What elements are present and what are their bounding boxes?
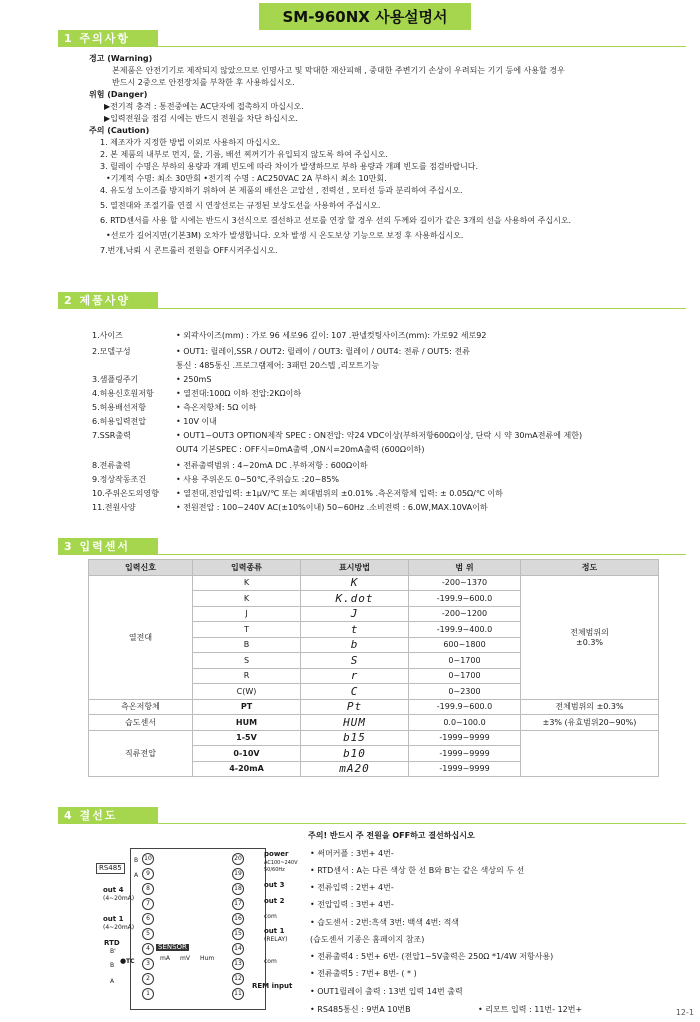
type-cell: 0-10V <box>193 746 301 762</box>
range-cell: -200~1370 <box>409 575 521 591</box>
terminal: 16 <box>232 913 244 925</box>
display-cell: S <box>301 653 409 669</box>
range-cell: 0~2300 <box>409 684 521 700</box>
caution-item: 5. 열전대와 조절기를 연결 시 연장선로는 규정된 보상도선을 사용하여 주십시오. <box>100 201 381 210</box>
tc-label: TC <box>126 958 135 965</box>
wiring-item: • 전류입력 : 2번+ 4번- <box>310 883 394 892</box>
terminal: 11 <box>232 988 244 1000</box>
display-cell: t <box>301 622 409 638</box>
col-header: 표시방법 <box>301 560 409 576</box>
display-cell: Pt <box>301 699 409 715</box>
terminal-letter: B <box>134 857 139 864</box>
type-cell: C(W) <box>193 684 301 700</box>
terminal: 15 <box>232 928 244 940</box>
terminal-letter: A <box>134 872 139 879</box>
caution-item: 7.번개,낙뢰 시 콘트롤러 전원을 OFF시켜주십시오. <box>100 246 278 255</box>
range-cell: 0~1700 <box>409 653 521 669</box>
caution-item: 4. 유도성 노이즈를 방지하기 위하여 본 제품의 배선은 고압선 , 전력선 , 모터선 등과 분리하여 주십시오. <box>100 186 463 195</box>
table-row <box>89 575 659 591</box>
section-spec-heading: 2 제품사양 <box>58 292 158 309</box>
terminal: 17 <box>232 898 244 910</box>
out1-current-label: out 1 <box>103 915 124 923</box>
terminal: 10 <box>142 853 154 865</box>
terminal: 3 <box>142 958 154 970</box>
hum-label: Hum <box>200 955 215 962</box>
terminal: 1 <box>142 988 154 1000</box>
type-cell: B <box>193 637 301 653</box>
terminal-letter: A <box>110 978 115 985</box>
spec-value: • 10V 이내 <box>176 417 217 426</box>
rtd-label: RTD <box>104 939 120 947</box>
range-cell: 600~1800 <box>409 637 521 653</box>
range-cell: -199.9~400.0 <box>409 622 521 638</box>
spec-key: 7.SSR출력 <box>92 431 131 440</box>
section-divider <box>58 823 686 824</box>
type-cell: R <box>193 668 301 684</box>
signal-cell: 습도센서 <box>89 715 193 731</box>
spec-value: • 250mS <box>176 375 212 384</box>
display-cell: J <box>301 606 409 622</box>
com-label: com <box>264 958 277 965</box>
spec-value: • OUT1~OUT3 OPTION제작 SPEC : ON전압: 약24 VDC이상(부하저항600Ω이상, 단락 시 약 30mA전류에 제한) <box>176 431 583 440</box>
col-header: 범 위 <box>409 560 521 576</box>
terminal: 18 <box>232 883 244 895</box>
display-cell: K.dot <box>301 591 409 607</box>
section-input-heading: 3 입력센서 <box>58 538 158 555</box>
type-cell: HUM <box>193 715 301 731</box>
spec-value: 통신 : 485통신 .프로그램제어: 3패턴 20스텝 ,리모트기능 <box>176 361 380 370</box>
wiring-item: • 습도센서 : 2번:흑색 3번: 백색 4번: 적색 <box>310 918 460 927</box>
section-divider <box>58 46 686 47</box>
caution-heading: 주의 (Caution) <box>89 126 150 135</box>
col-header: 입력종류 <box>193 560 301 576</box>
range-cell: 0~1700 <box>409 668 521 684</box>
terminal: 5 <box>142 928 154 940</box>
out2-label: out 2 <box>264 897 285 905</box>
type-cell: PT <box>193 699 301 715</box>
spec-value: • 열전대,전압입력: ±1μV/℃ 또는 최대범위의 ±0.01% .측온저항체 입력: ± 0.05Ω/℃ 이하 <box>176 489 503 498</box>
spec-key: 2.모델구성 <box>92 347 131 356</box>
range-cell: -200~1200 <box>409 606 521 622</box>
terminal: 2 <box>142 973 154 985</box>
display-cell: b15 <box>301 730 409 746</box>
caution-item: 3. 릴레이 수명은 부하의 용량과 개폐 빈도에 따라 차이가 발생하므로 부하 용량과 개폐 빈도를 점검바랍니다. <box>100 162 479 171</box>
warning-heading: 경고 (Warning) <box>89 54 153 63</box>
spec-key: 1.사이즈 <box>92 331 123 340</box>
type-cell: J <box>193 606 301 622</box>
remote-input-label: REM input <box>252 982 293 990</box>
display-cell: mA20 <box>301 761 409 777</box>
spec-key: 11.전원사양 <box>92 503 136 512</box>
wiring-item: • 전류출력5 : 7번+ 8번- ( * ) <box>310 969 417 978</box>
terminal: 6 <box>142 913 154 925</box>
document-title: SM-960NX 사용설명서 <box>259 3 471 30</box>
terminal: 9 <box>142 868 154 880</box>
wiring-item: • RS485통신 : 9번A 10번B <box>310 1005 411 1014</box>
spec-key: 8.전류출력 <box>92 461 131 470</box>
range-cell: 0.0~100.0 <box>409 715 521 731</box>
spec-value: • 전류출력범위 : 4~20mA DC .부하저항 : 600Ω이하 <box>176 461 368 470</box>
spec-key: 9.정상작동조건 <box>92 475 147 484</box>
range-cell: -1999~9999 <box>409 730 521 746</box>
section-caution-heading: 1 주의사항 <box>58 30 158 47</box>
spec-key: 3.샘플링주기 <box>92 375 139 384</box>
wiring-item: • 써머커플 : 3번+ 4번- <box>310 849 394 858</box>
terminal-letter: B <box>110 962 115 969</box>
warning-text: 본제품은 안전기기로 제작되지 않았으므로 인명사고 및 막대한 재산피해 , 중대한 주변기기 손상이 우려되는 기기 등에 사용할 경우 <box>112 66 565 75</box>
wiring-item: • 전류출력4 : 5번+ 6번- (전압1~5V출력은 250Ω *1/4W 저항사용) <box>310 952 554 961</box>
remote-input-note: • 리모트 입력 : 11번- 12번+ <box>478 1005 583 1014</box>
input-sensor-table <box>88 559 659 777</box>
spec-value: OUT4 기본SPEC : OFF시=0mA출력 ,ON시=20mA출력 (600Ω이하) <box>176 445 425 454</box>
section-divider <box>58 308 686 309</box>
out3-label: out 3 <box>264 881 285 889</box>
danger-text: ▶전기적 충격 : 통전중에는 AC단자에 접촉하지 마십시오. <box>104 102 304 111</box>
table-row <box>89 730 659 746</box>
display-cell: r <box>301 668 409 684</box>
spec-key: 6.허용입력전압 <box>92 417 147 426</box>
caution-item: 6. RTD센서를 사용 할 시에는 반드시 3선식으로 결선하고 선로를 연장 할 경우 선의 두께와 길이가 같은 3개의 선을 사용하여 주십시오. <box>100 216 572 225</box>
power-label: power <box>264 850 289 858</box>
caution-item: 2. 본 제품의 내부로 먼지, 물, 기름, 배선 찌꺼기가 유입되지 않도록 하여 주십시오. <box>100 150 388 159</box>
section-divider <box>58 554 686 555</box>
relay-sublabel: (RELAY) <box>264 936 288 943</box>
spec-key: 10.주위온도의영향 <box>92 489 159 498</box>
terminal: 14 <box>232 943 244 955</box>
mv-label: mV <box>180 955 190 962</box>
col-header: 입력신호 <box>89 560 193 576</box>
thermocouple-icon: ● <box>120 957 127 965</box>
page-number: 12-1 <box>675 1008 694 1017</box>
type-cell: K <box>193 591 301 607</box>
out1-sublabel: (4~20mA) <box>103 924 135 931</box>
terminal: 7 <box>142 898 154 910</box>
signal-cell: 측온저항체 <box>89 699 193 715</box>
caution-item: 1. 제조자가 지정한 방법 이외로 사용하지 마십시오. <box>100 138 280 147</box>
table-row <box>89 699 659 715</box>
table-row <box>89 715 659 731</box>
ma-label: mA <box>160 955 170 962</box>
spec-value: • 전원전압 : 100~240V AC(±10%이내) 50~60Hz .소비전력 : 6.0W,MAX.10VA이하 <box>176 503 488 512</box>
terminal: 4 <box>142 943 154 955</box>
wiring-warning: 주의! 반드시 주 전원을 OFF하고 결선하십시오 <box>308 831 475 840</box>
display-cell: K <box>301 575 409 591</box>
range-cell: -1999~9999 <box>409 761 521 777</box>
out1-relay-label: out 1 <box>264 927 285 935</box>
range-cell: -1999~9999 <box>409 746 521 762</box>
terminal-letter: B' <box>110 948 116 955</box>
accuracy-cell <box>521 730 659 777</box>
wiring-item: (습도센서 기종은 홈페이지 참조) <box>310 935 425 944</box>
type-cell: 4-20mA <box>193 761 301 777</box>
danger-text: ▶입력전원을 점검 시에는 반드시 전원을 차단 하십시오. <box>104 114 298 123</box>
caution-item: •선로가 길어지면(기본3M) 오차가 발생합니다. 오차 발생 시 온도보상 기능으로 보정 후 사용하십시오. <box>106 231 464 240</box>
spec-key: 5.허용배선저항 <box>92 403 147 412</box>
warning-text: 반드시 2중으로 안전장치를 부착한 후 사용하십시오. <box>112 78 295 87</box>
type-cell: 1-5V <box>193 730 301 746</box>
display-cell: b <box>301 637 409 653</box>
type-cell: S <box>193 653 301 669</box>
display-cell: HUM <box>301 715 409 731</box>
display-cell: C <box>301 684 409 700</box>
spec-value: • OUT1: 릴레이,SSR / OUT2: 릴레이 / OUT3: 릴레이 / OUT4: 전류 / OUT5: 전류 <box>176 347 470 356</box>
spec-key: 4.허용신호원저항 <box>92 389 154 398</box>
terminal: 13 <box>232 958 244 970</box>
caution-item: •기계적 수명: 최소 30만회 •전기적 수명 : AC250VAC 2A 부하시 최소 10만회. <box>106 174 387 183</box>
type-cell: K <box>193 575 301 591</box>
wiring-item: • OUT1릴레이 출력 : 13번 입력 14번 출력 <box>310 987 463 996</box>
sensor-label: SENSOR <box>158 943 187 951</box>
wiring-item: • 전압입력 : 3번+ 4번- <box>310 900 394 909</box>
out4-sublabel: (4~20mA) <box>103 895 135 902</box>
accuracy-cell: 전체범위의 ±0.3% <box>521 575 659 699</box>
danger-heading: 위험 (Danger) <box>89 90 148 99</box>
out4-label: out 4 <box>103 886 124 894</box>
display-cell: b10 <box>301 746 409 762</box>
terminal: 8 <box>142 883 154 895</box>
signal-cell: 열전대 <box>89 575 193 699</box>
section-wiring-heading: 4 결선도 <box>58 807 158 824</box>
power-sublabel: AC100~240V 50/60Hz <box>264 860 298 873</box>
rs485-label: RS485 <box>96 863 125 874</box>
signal-cell: 직류전압 <box>89 730 193 777</box>
accuracy-cell: ±3% (유효범위20~90%) <box>521 715 659 731</box>
spec-value: • 사용 주위온도 0~50℃,주위습도 :20~85% <box>176 475 340 484</box>
terminal: 12 <box>232 973 244 985</box>
terminal: 20 <box>232 853 244 865</box>
type-cell: T <box>193 622 301 638</box>
com-label: com <box>264 913 277 920</box>
spec-value: • 열전대:100Ω 이하 전압:2KΩ이하 <box>176 389 302 398</box>
terminal: 19 <box>232 868 244 880</box>
range-cell: -199.9~600.0 <box>409 699 521 715</box>
wiring-item: • RTD센서 : A는 다른 색상 한 선 B와 B'는 같은 색상의 두 선 <box>310 866 525 875</box>
accuracy-cell: 전체범위의 ±0.3% <box>521 699 659 715</box>
spec-value: • 외곽사이즈(mm) : 가로 96 세로96 깊이: 107 .판넬컷팅사이즈(mm): 가로92 세로92 <box>176 331 487 340</box>
spec-value: • 측온저항체: 5Ω 이하 <box>176 403 257 412</box>
col-header: 정도 <box>521 560 659 576</box>
range-cell: -199.9~600.0 <box>409 591 521 607</box>
